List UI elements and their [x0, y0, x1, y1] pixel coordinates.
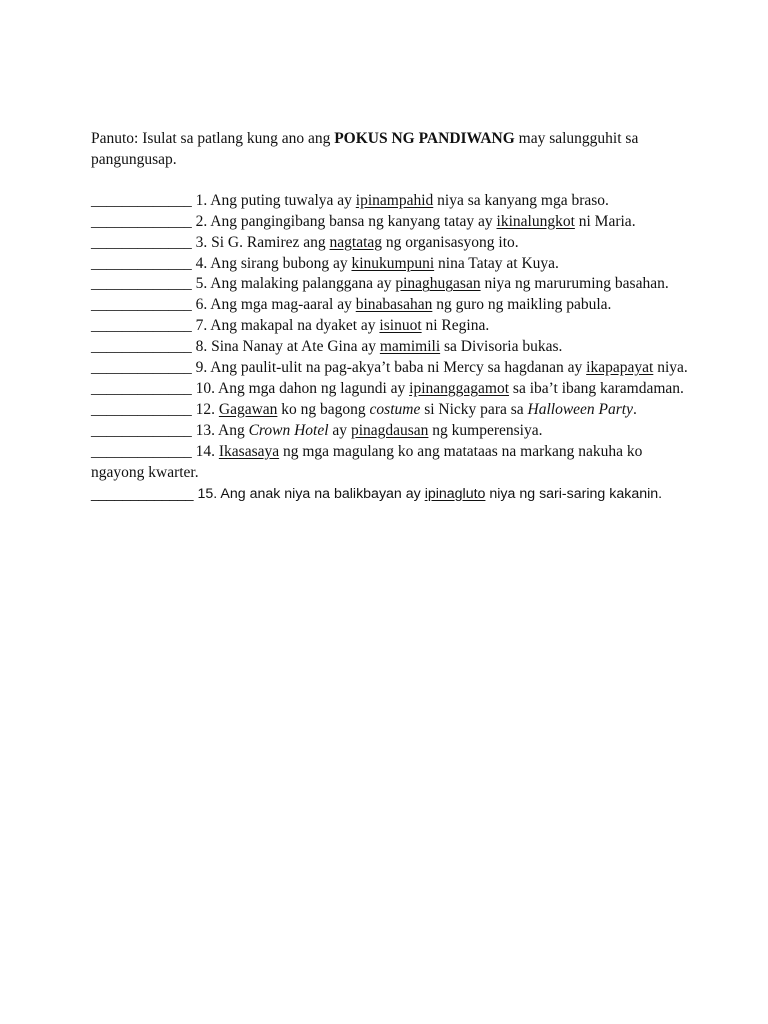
underlined-verb: binabasahan [355, 296, 433, 314]
underlined-verb: ikinalungkot [496, 212, 575, 230]
underlined-verb: isinuot [379, 317, 422, 335]
underlined-verb: kinukumpuni [351, 254, 435, 272]
item-text: 5. Ang malaking palanggana ay [191, 275, 396, 293]
item-text: 14. [191, 442, 219, 460]
worksheet-item [91, 337, 691, 358]
item-text: ay [328, 421, 351, 439]
worksheet-item [91, 274, 691, 295]
answer-blank[interactable]: _____________ [91, 254, 192, 272]
item-text: 4. Ang sirang bubong ay [191, 254, 352, 272]
underlined-verb: ipinampahid [355, 191, 434, 209]
instructions-suffix: may salungguhit sa pangungusap. [91, 130, 639, 168]
item-text: nina Tatay at Kuya. [434, 254, 559, 272]
worksheet-item [91, 295, 691, 316]
underlined-verb: mamimili [379, 338, 441, 356]
underlined-verb: ipinagluto [424, 485, 486, 502]
item-text: 10. Ang mga dahon ng lagundi ay [191, 379, 410, 397]
item-text: ko ng bagong [277, 400, 370, 418]
item-text: 9. Ang paulit-ulit na pag-akya’t baba ni Mercy sa hagdanan ay [191, 359, 587, 377]
worksheet-item [91, 212, 691, 233]
item-text: niya ng sari-saring kakanin. [485, 485, 663, 502]
item-text: sa iba’t ibang karamdaman. [509, 379, 684, 397]
item-text: ng kumperensiya. [428, 421, 543, 439]
item-text: 7. Ang makapal na dyaket ay [191, 317, 380, 335]
instructions-prefix: Panuto: Isulat sa patlang kung ano ang [91, 130, 335, 147]
worksheet-item [91, 316, 691, 337]
worksheet-item [91, 254, 691, 275]
item-text: 8. Sina Nanay at Ate Gina ay [191, 338, 380, 356]
worksheet-page [91, 129, 691, 505]
item-text: ng guro ng maikling pabula. [432, 296, 612, 314]
italic-term: costume [369, 400, 421, 418]
answer-blank[interactable]: _____________ [91, 442, 192, 460]
worksheet-item [91, 442, 691, 484]
item-text: niya. [653, 359, 688, 377]
item-text: niya ng maruruming basahan. [480, 275, 669, 293]
item-text: . [633, 400, 637, 418]
answer-blank[interactable]: _____________ [91, 400, 192, 418]
italic-term: Halloween Party [527, 400, 633, 418]
answer-blank[interactable]: _____________ [91, 485, 194, 502]
instructions [91, 129, 691, 171]
underlined-verb: nagtatag [329, 233, 383, 251]
answer-blank[interactable]: _____________ [91, 379, 192, 397]
item-text: 1. Ang puting tuwalya ay [191, 191, 356, 209]
item-text: si Nicky para sa [420, 400, 528, 418]
item-text: ng organisasyong ito. [382, 233, 519, 251]
item-text: 2. Ang pangingibang bansa ng kanyang tatay ay [191, 212, 497, 230]
answer-blank[interactable]: _____________ [91, 212, 192, 230]
underlined-verb: Ikasasaya [218, 442, 280, 460]
item-list [91, 191, 691, 505]
worksheet-item [91, 379, 691, 400]
item-text: 13. Ang [191, 421, 249, 439]
answer-blank[interactable]: _____________ [91, 421, 192, 439]
item-text: ng mga magulang ko ang matataas na markang nakuha ko ngayong kwarter. [91, 442, 643, 481]
underlined-verb: pinaghugasan [395, 275, 481, 293]
underlined-verb: pinagdausan [350, 421, 429, 439]
underlined-verb: ipinanggagamot [409, 379, 510, 397]
answer-blank[interactable]: _____________ [91, 359, 192, 377]
worksheet-item [91, 358, 691, 379]
underlined-verb: ikapapayat [586, 359, 654, 377]
answer-blank[interactable]: _____________ [91, 233, 192, 251]
worksheet-item [91, 191, 691, 212]
answer-blank[interactable]: _____________ [91, 317, 192, 335]
worksheet-item [91, 421, 691, 442]
answer-blank[interactable]: _____________ [91, 338, 192, 356]
underlined-verb: Gagawan [218, 400, 278, 418]
italic-term: Crown Hotel [248, 421, 329, 439]
worksheet-item [91, 233, 691, 254]
item-text: 6. Ang mga mag-aaral ay [191, 296, 356, 314]
answer-blank[interactable]: _____________ [91, 191, 192, 209]
item-text: sa Divisoria bukas. [440, 338, 563, 356]
instructions-bold: POKUS NG PANDIWANG [334, 130, 515, 147]
answer-blank[interactable]: _____________ [91, 275, 192, 293]
item-text: 15. Ang anak niya na balikbayan ay [193, 485, 425, 502]
worksheet-item [91, 400, 691, 421]
item-text: 3. Si G. Ramirez ang [191, 233, 330, 251]
item-text: niya sa kanyang mga braso. [433, 191, 609, 209]
item-text: ni Maria. [574, 212, 636, 230]
item-text: 12. [191, 400, 219, 418]
item-text: ni Regina. [421, 317, 490, 335]
answer-blank[interactable]: _____________ [91, 296, 192, 314]
worksheet-item [91, 484, 691, 505]
